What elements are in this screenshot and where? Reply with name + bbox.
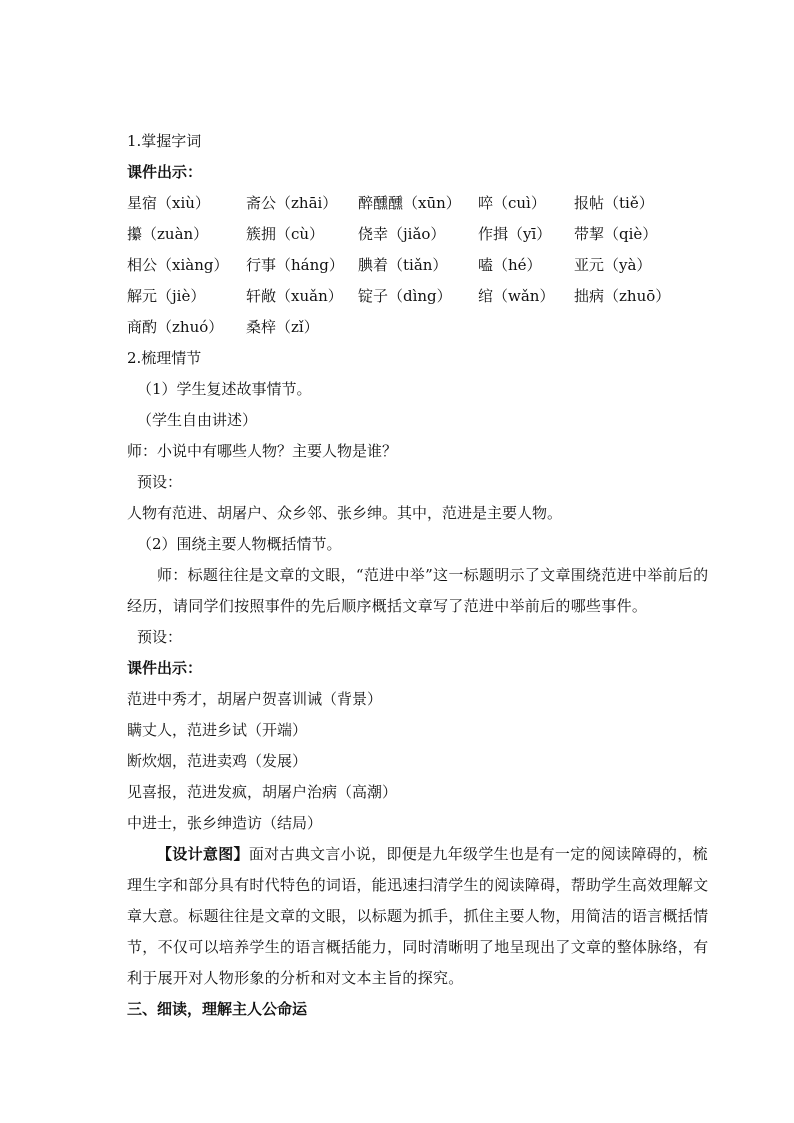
vocab-item: 桑梓（zǐ） [246,318,319,336]
vocab-item: 侥幸（jiǎo） [358,225,446,243]
preset-label: 预设： [137,473,183,491]
courseware-label: 课件出示： [127,163,203,181]
vocab-item: 嗑（hé） [478,256,542,274]
vocab-item: 亚元（yà） [574,256,652,274]
event-item: 断炊烟，范进卖鸡（发展） [127,752,308,770]
vocab-item: 解元（jiè） [127,287,206,305]
step-retell: （1）学生复述故事情节。 [137,380,312,398]
vocab-item: 行事（háng） [246,256,344,274]
vocab-item: 锭子（dìng） [358,287,452,305]
vocab-item: 斋公（zhāi） [246,194,338,212]
vocab-item: 绾（wǎn） [478,287,555,305]
vocab-item: 报帖（tiě） [574,194,654,212]
design-intent-paragraph [127,839,717,994]
vocab-item: 啐（cuì） [478,194,546,212]
event-item: 范进中秀才，胡屠户贺喜训诫（背景） [127,690,383,708]
teacher-question-characters: 师：小说中有哪些人物？主要人物是谁？ [127,442,398,460]
vocab-item: 星宿（xiù） [127,194,210,212]
vocab-item: 商酌（zhuó） [127,318,224,336]
vocab-item: 腆着（tiǎn） [358,256,448,274]
step-retell-note: （学生自由讲述） [137,411,258,429]
vocab-item: 攥（zuàn） [127,225,209,243]
event-item: 瞒丈人，范进乡试（开端） [127,721,308,739]
design-intent-text: 面对古典文言小说，即便是九年级学生也是有一定的阅读障碍的，梳理生字和部分具有时代特色的词语，能迅速扫清学生的阅读障碍，帮助学生高效理解文章大意。标题往往是文章的文眼，以标题为抓手，抓住主要人物，用简洁的语言概括情节，不仅可以培养学生的语言概括能力，同时清晰明了地呈现出了文章的整体脉络，有利于展开对人物形象的分析和对文本主旨的探究。 [127,845,709,987]
section-heading-vocab: 1.掌握字词 [127,132,202,150]
answer-characters: 人物有范进、胡屠户、众乡邻、张乡绅。其中，范进是主要人物。 [127,504,563,522]
section-heading-close-reading: 三、细读，理解主人公命运 [127,1000,308,1018]
teacher-question-events: 师：标题往往是文章的文眼，“范进中举”这一标题明示了文章围绕范进中举前后的经历，请同学们按照事件的先后顺序概括文章写了范进中举前后的哪些事件。 [127,566,709,615]
vocab-item: 作揖（yī） [478,225,552,243]
vocab-item: 醉醺醺（xūn） [358,194,461,212]
vocab-item: 带挈（qiè） [574,225,658,243]
vocab-item: 簇拥（cù） [246,225,325,243]
event-item: 见喜报，范进发疯，胡屠户治病（高潮） [127,783,398,801]
design-intent-label: 【设计意图】 [157,845,249,863]
step-summarize: （2）围绕主要人物概括情节。 [137,535,342,553]
section-heading-plot: 2.梳理情节 [127,349,202,367]
vocab-item: 拙病（zhuō） [574,287,671,305]
vocab-grid [127,188,717,343]
vocab-item: 轩敞（xuǎn） [246,287,343,305]
preset-label: 预设： [137,628,183,646]
event-item: 中进士，张乡绅造访（结局） [127,814,323,832]
vocab-item: 相公（xiàng） [127,256,229,274]
courseware-label: 课件出示： [127,659,203,677]
document-content [127,126,717,1025]
